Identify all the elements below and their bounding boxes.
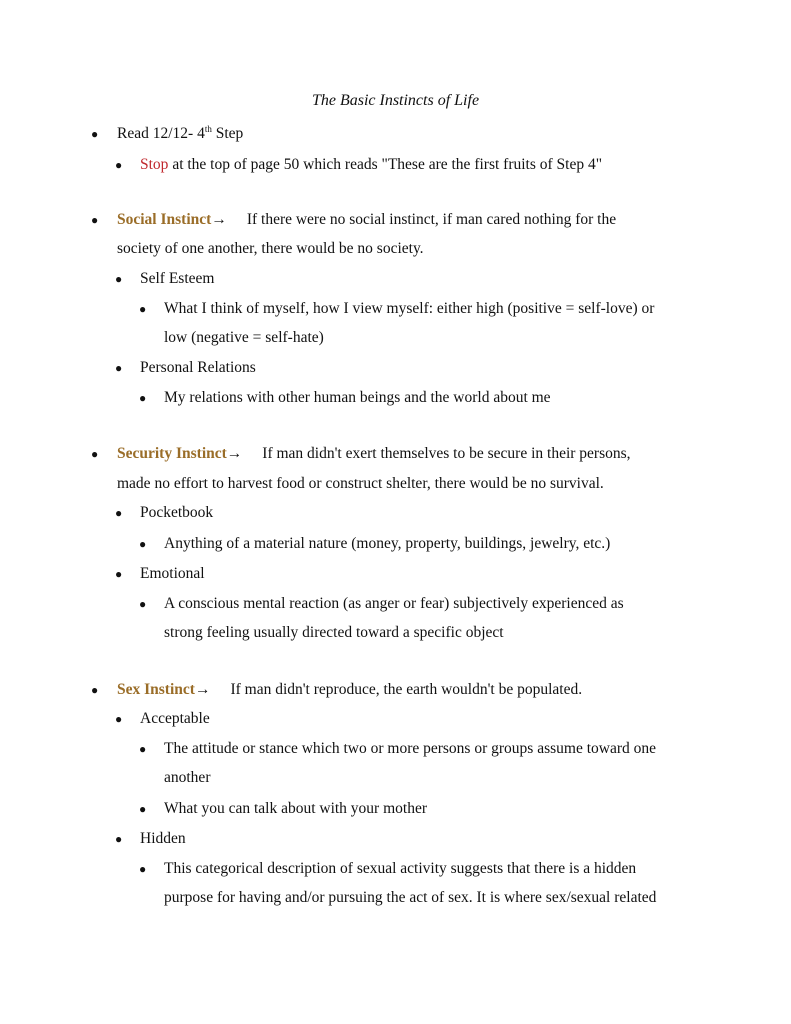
- bullet-icon: ●: [115, 272, 123, 286]
- read-superscript: th: [204, 124, 212, 134]
- bullet-icon: ●: [91, 127, 99, 141]
- stop-text: at the top of page 50 which reads "These are the first fruits of Step 4": [168, 156, 603, 173]
- bullet-icon: ●: [139, 302, 147, 316]
- self-esteem-detail-2: low (negative = self-hate): [164, 329, 324, 346]
- security-label: Security Instinct: [117, 445, 227, 462]
- bullet-icon: ●: [115, 158, 123, 172]
- bullet-icon: ●: [139, 862, 147, 876]
- bullet-icon: ●: [91, 683, 99, 697]
- arrow-icon: →: [226, 445, 243, 462]
- arrow-icon: →: [194, 681, 211, 698]
- personal-relations-detail: My relations with other human beings and the world about me: [164, 389, 551, 406]
- acceptable-detail-1a: The attitude or stance which two or more persons or groups assume toward one: [164, 740, 656, 757]
- bullet-icon: ●: [115, 712, 123, 726]
- personal-relations-item: Personal Relations: [140, 359, 256, 376]
- security-text-1: If man didn't exert themselves to be secure in their persons,: [262, 445, 631, 462]
- security-text-2: made no effort to harvest food or construct shelter, there would be no survival.: [117, 475, 604, 492]
- bullet-icon: ●: [115, 361, 123, 375]
- emotional-detail-2: strong feeling usually directed toward a specific object: [164, 624, 504, 641]
- social-heading: [117, 210, 616, 230]
- bullet-icon: ●: [139, 742, 147, 756]
- acceptable-detail-2: What you can talk about with your mother: [164, 800, 428, 817]
- acceptable-detail-1b: another: [164, 769, 211, 786]
- hidden-item: Hidden: [140, 830, 186, 847]
- self-esteem-detail-1: What I think of myself, how I view myself: either high (positive = self-love) or: [164, 300, 655, 317]
- stop-word: Stop: [140, 156, 169, 173]
- read-line: [117, 124, 243, 144]
- bullet-icon: ●: [139, 597, 147, 611]
- arrow-icon: →: [211, 211, 227, 228]
- sex-text-1: If man didn't reproduce, the earth wouldn't be populated.: [230, 681, 583, 698]
- bullet-icon: ●: [91, 447, 99, 461]
- bullet-icon: ●: [115, 567, 123, 581]
- stop-line: [140, 155, 602, 175]
- social-text-1: If there were no social instinct, if man cared nothing for the: [246, 211, 617, 228]
- security-heading: [117, 444, 631, 464]
- bullet-icon: ●: [139, 391, 147, 405]
- hidden-detail-1: This categorical description of sexual activity suggests that there is a hidden: [164, 860, 637, 877]
- pocketbook-item: Pocketbook: [140, 504, 214, 521]
- bullet-icon: ●: [139, 537, 147, 551]
- read-step: Step: [211, 125, 244, 142]
- bullet-icon: ●: [115, 832, 123, 846]
- sex-heading: [117, 680, 582, 700]
- social-label: Social Instinct: [117, 211, 212, 228]
- social-text-2: society of one another, there would be no society.: [117, 240, 424, 257]
- pocketbook-detail: Anything of a material nature (money, property, buildings, jewelry, etc.): [164, 535, 611, 552]
- sex-label: Sex Instinct: [117, 681, 195, 698]
- emotional-detail-1: A conscious mental reaction (as anger or fear) subjectively experienced as: [164, 595, 624, 612]
- bullet-icon: ●: [115, 506, 123, 520]
- acceptable-item: Acceptable: [140, 710, 210, 727]
- bullet-icon: ●: [91, 213, 99, 227]
- hidden-detail-2: purpose for having and/or pursuing the act of sex. It is where sex/sexual related: [164, 889, 657, 906]
- emotional-item: Emotional: [140, 565, 205, 582]
- bullet-icon: ●: [139, 802, 147, 816]
- read-text: Read 12/12- 4: [117, 125, 205, 142]
- document-title: The Basic Instincts of Life: [311, 92, 480, 109]
- self-esteem-item: Self Esteem: [140, 270, 215, 287]
